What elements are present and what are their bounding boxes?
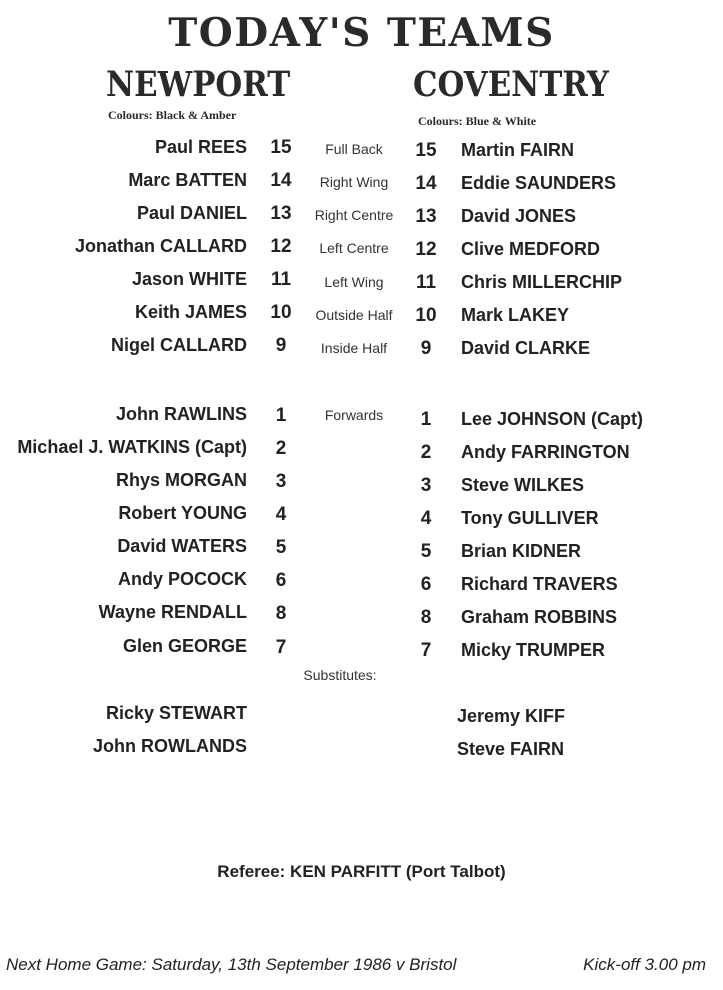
home-player-number: 9 xyxy=(275,335,287,356)
home-player-number: 4 xyxy=(275,504,287,525)
away-player-name: Lee JOHNSON (Capt) xyxy=(461,409,644,429)
away-player-name: Clive MEDFORD xyxy=(461,239,601,259)
home-player-name: Nigel CALLARD xyxy=(111,335,247,355)
away-player-name: Chris MILLERCHIP xyxy=(461,272,623,292)
away-player-number: 4 xyxy=(420,508,432,529)
away-player-number: 13 xyxy=(415,206,437,227)
home-player-number: 6 xyxy=(275,570,287,591)
home-player-number: 2 xyxy=(275,438,287,459)
away-substitute: Jeremy KIFF xyxy=(457,706,566,726)
home-player-number: 3 xyxy=(275,471,287,492)
away-player-name: Micky TRUMPER xyxy=(461,640,606,660)
home-player-number: 12 xyxy=(270,236,292,257)
home-player-number: 13 xyxy=(270,203,292,224)
home-player-name: Glen GEORGE xyxy=(122,636,247,656)
away-player-number: 11 xyxy=(415,272,437,293)
position-label: Full Back xyxy=(325,141,383,157)
home-player-name: Rhys MORGAN xyxy=(115,470,247,490)
home-player-name: David WATERS xyxy=(117,536,247,556)
away-player-name: Steve WILKES xyxy=(461,475,585,495)
away-player-number: 14 xyxy=(415,173,437,194)
away-player-number: 3 xyxy=(420,475,432,496)
position-label: Inside Half xyxy=(320,340,388,356)
position-label: Left Centre xyxy=(319,240,389,256)
away-player-number: 2 xyxy=(420,442,432,463)
home-player-name: Andy POCOCK xyxy=(117,569,247,589)
substitutes-label: Substitutes: xyxy=(303,667,377,683)
home-player-number: 10 xyxy=(270,302,292,323)
away-player-number: 7 xyxy=(420,640,432,661)
away-player-name: Mark LAKEY xyxy=(461,305,570,325)
position-label: Outside Half xyxy=(315,307,393,323)
away-player-name: Andy FARRINGTON xyxy=(461,442,630,462)
home-player-name: Robert YOUNG xyxy=(118,503,247,523)
home-substitute: John ROWLANDS xyxy=(93,736,247,756)
away-player-number: 9 xyxy=(420,338,432,359)
kickoff-time: Kick-off 3.00 pm xyxy=(583,955,706,974)
home-player-name: Paul DANIEL xyxy=(136,203,247,223)
home-player-name: John RAWLINS xyxy=(116,404,247,424)
home-player-number: 7 xyxy=(275,637,287,658)
home-player-number: 1 xyxy=(275,405,287,426)
position-label: Left Wing xyxy=(324,274,384,290)
away-player-number: 10 xyxy=(415,305,437,326)
home-player-name: Michael J. WATKINS (Capt) xyxy=(17,437,247,457)
home-player-name: Jason WHITE xyxy=(131,269,247,289)
away-player-number: 5 xyxy=(420,541,432,562)
home-player-name: Jonathan CALLARD xyxy=(75,236,247,256)
home-player-name: Wayne RENDALL xyxy=(98,602,247,622)
away-team-colours: Colours: Blue & White xyxy=(418,114,537,128)
away-player-name: Eddie SAUNDERS xyxy=(461,173,617,193)
away-player-name: Tony GULLIVER xyxy=(461,508,599,528)
referee-line: Referee: KEN PARFITT (Port Talbot) xyxy=(217,862,506,881)
home-player-number: 11 xyxy=(270,269,292,290)
home-player-number: 8 xyxy=(275,603,287,624)
away-substitute: Steve FAIRN xyxy=(457,739,565,759)
away-player-number: 15 xyxy=(415,140,437,161)
home-player-number: 14 xyxy=(270,170,292,191)
away-player-number: 6 xyxy=(420,574,432,595)
home-player-name: Marc BATTEN xyxy=(128,170,247,190)
home-team-colours: Colours: Black & Amber xyxy=(108,108,237,122)
home-substitute: Ricky STEWART xyxy=(105,703,247,723)
next-home-game: Next Home Game: Saturday, 13th September 1986 v Bristol xyxy=(6,955,457,974)
away-player-name: Brian KIDNER xyxy=(461,541,582,561)
away-player-number: 1 xyxy=(420,409,432,430)
position-label: Right Wing xyxy=(319,174,389,190)
page-title: TODAY'S TEAMS xyxy=(168,10,555,56)
home-player-number: 15 xyxy=(270,137,292,158)
away-player-number: 8 xyxy=(420,607,432,628)
away-player-name: Graham ROBBINS xyxy=(461,607,618,627)
position-label: Right Centre xyxy=(314,207,394,223)
away-team-name: COVENTRY xyxy=(413,64,609,105)
home-team-name: NEWPORT xyxy=(106,64,291,105)
home-player-name: Paul REES xyxy=(154,137,247,157)
home-player-name: Keith JAMES xyxy=(134,302,247,322)
away-player-name: Richard TRAVERS xyxy=(461,574,618,594)
away-player-name: David CLARKE xyxy=(461,338,591,358)
forwards-label: Forwards xyxy=(324,407,384,423)
away-player-number: 12 xyxy=(415,239,437,260)
home-player-number: 5 xyxy=(275,537,287,558)
away-player-name: Martin FAIRN xyxy=(461,140,575,160)
away-player-name: David JONES xyxy=(461,206,577,226)
